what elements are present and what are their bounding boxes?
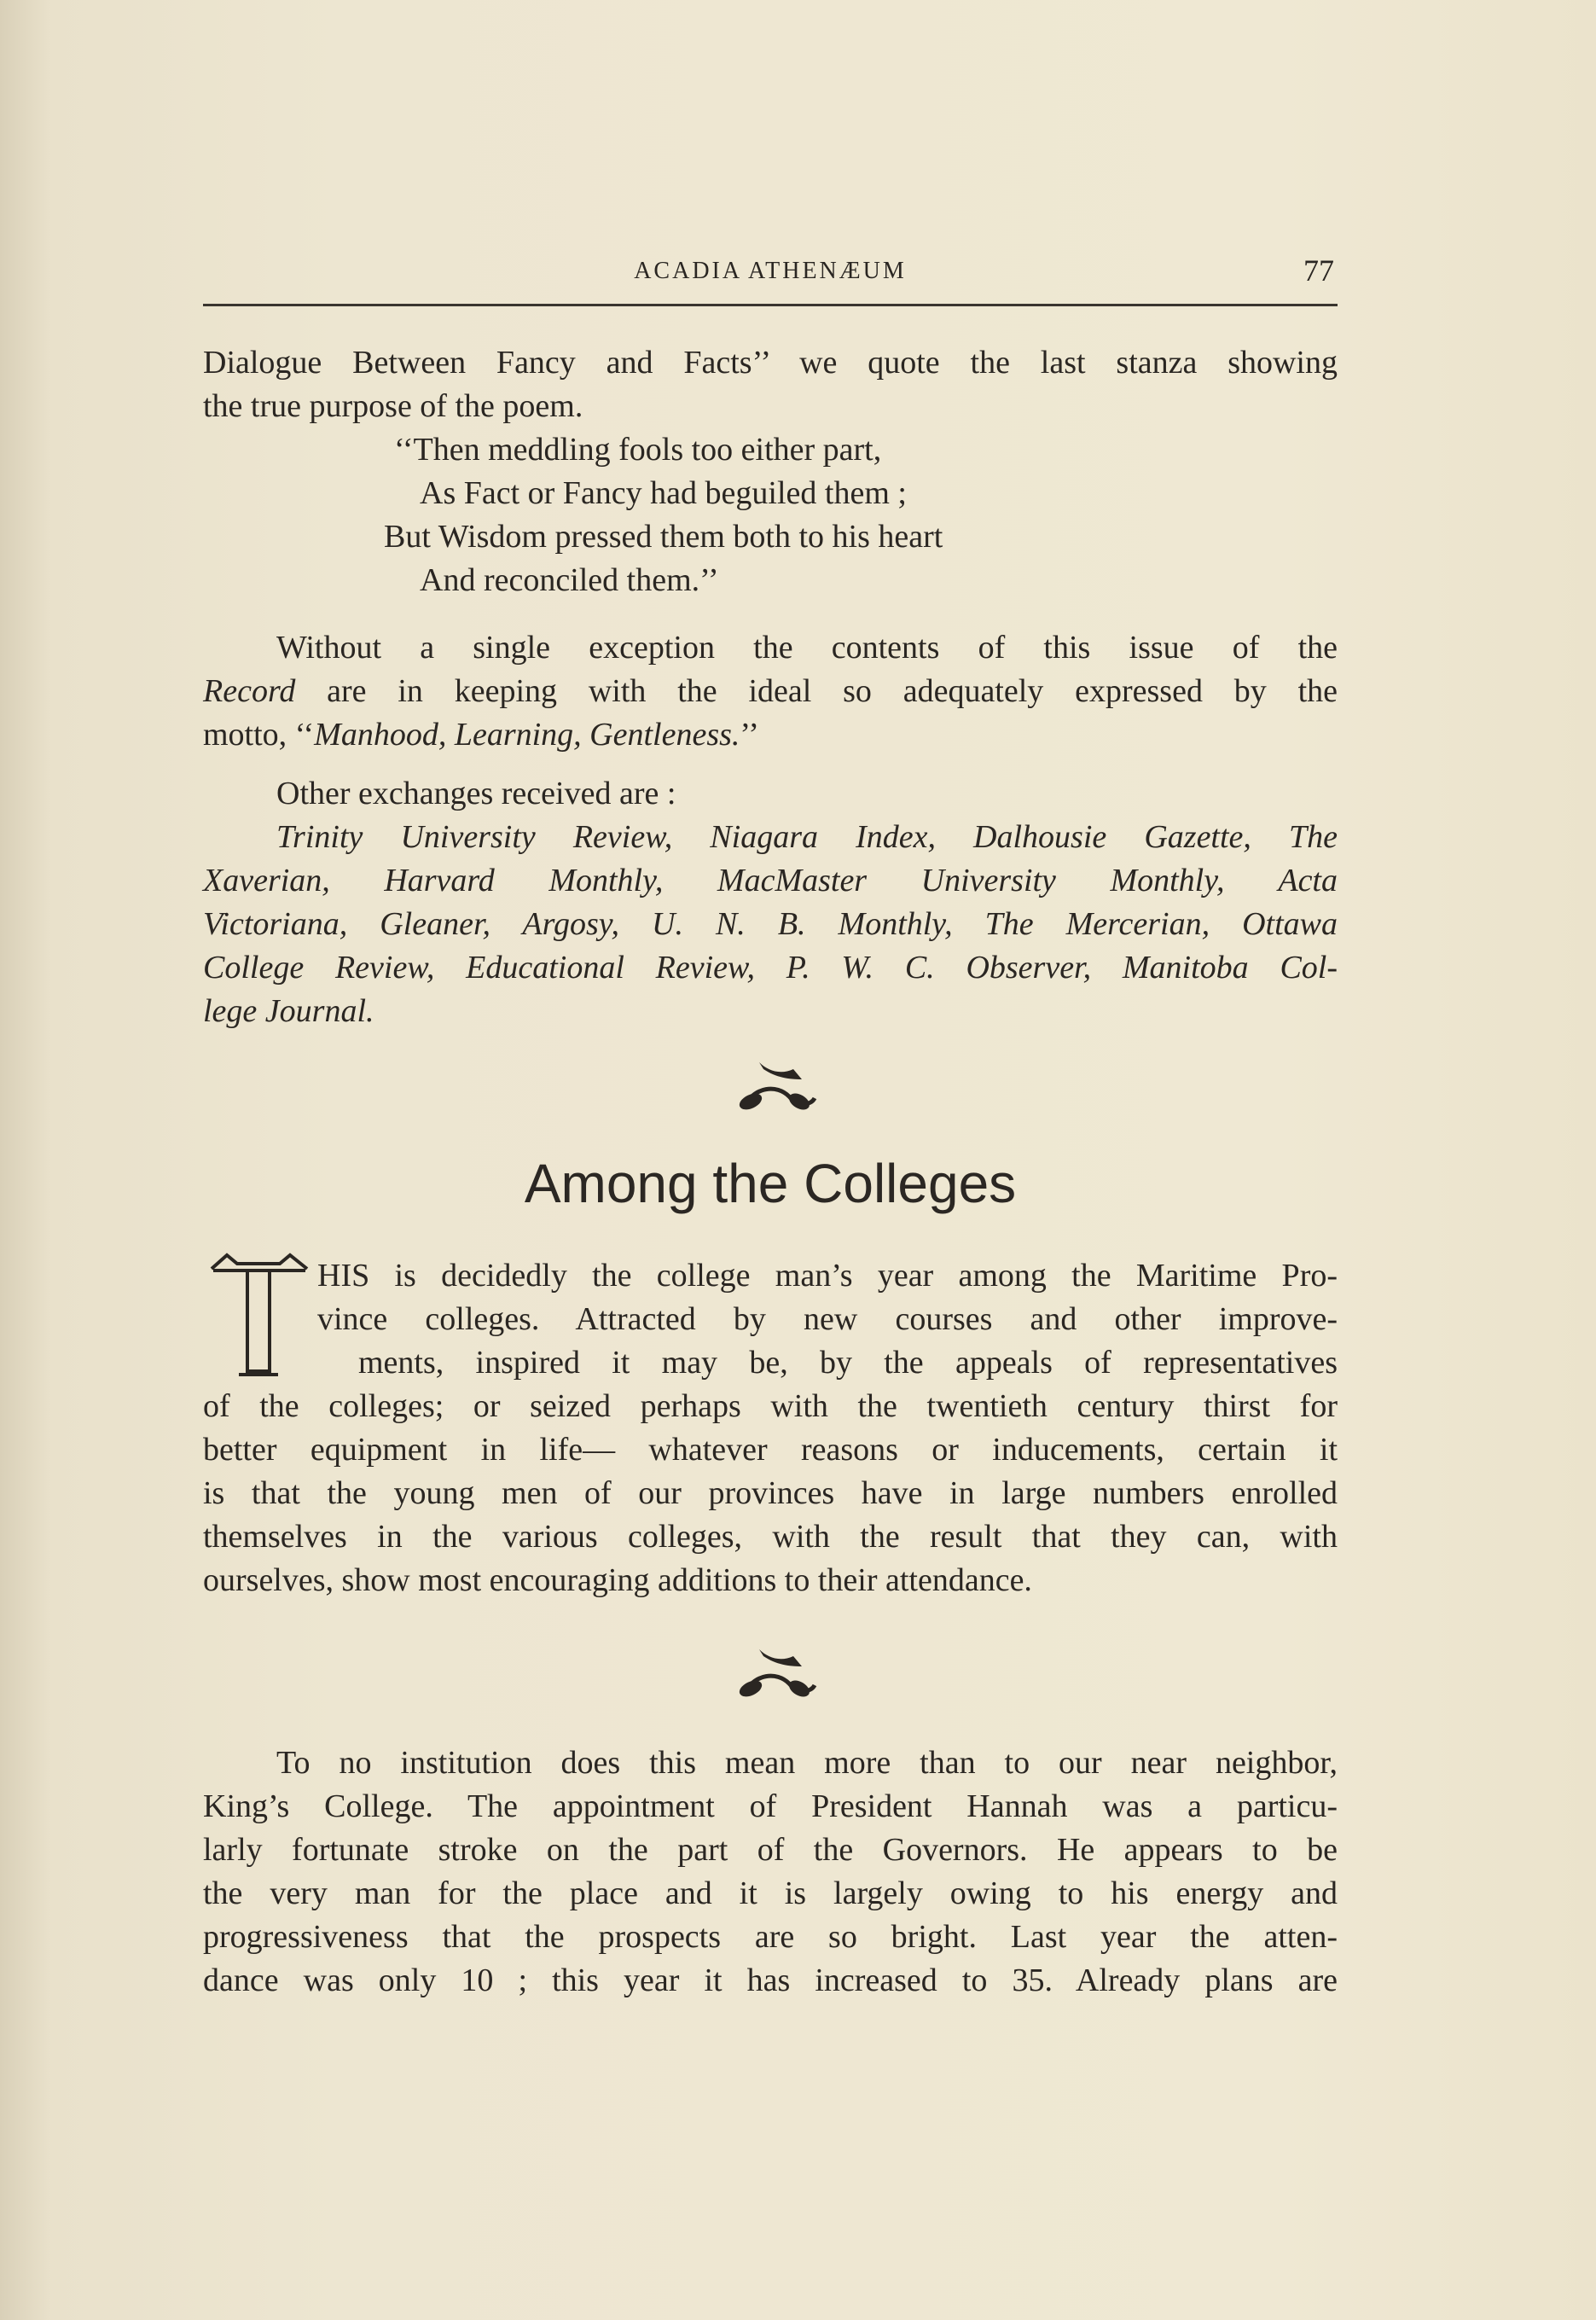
section-paragraph xyxy=(203,1385,1338,1602)
verse-stanza xyxy=(384,428,943,602)
text-line: Xaverian, Harvard Monthly, MacMaster University Monthly, Acta xyxy=(203,863,1338,898)
text-line: lege Journal. xyxy=(203,993,374,1029)
text-line: HIS is decidedly the college man’s year among the Maritime Pro- xyxy=(317,1258,1338,1294)
text-line: the true purpose of the poem. xyxy=(203,388,583,424)
running-head: ACADIA ATHENÆUM xyxy=(634,258,907,284)
exchanges-heading: Other exchanges received are : xyxy=(276,776,676,811)
floral-ornament-icon xyxy=(729,1054,823,1113)
intro-paragraph xyxy=(203,341,1338,428)
verse-line: But Wisdom pressed them both to his heart xyxy=(384,519,943,555)
record-paragraph xyxy=(203,626,1338,757)
text-line: Trinity University Review, Niagara Index, Dalhousie Gazette, The xyxy=(276,819,1338,855)
italic-title: Record xyxy=(203,673,296,709)
text-line: the very man for the place and it is largely owing to his energy and xyxy=(203,1875,1338,1911)
section-title: Among the Colleges xyxy=(524,1153,1017,1214)
italic-motto: Manhood, Learning, Gentleness. xyxy=(314,717,740,753)
dropcap-paragraph-start xyxy=(317,1254,1338,1385)
page-header xyxy=(203,253,1338,306)
text-line: of the colleges; or seized perhaps with the twentieth century thirst for xyxy=(203,1388,1338,1424)
verse-line: ‘‘Then meddling fools too either part, xyxy=(394,432,882,468)
floral-ornament-icon xyxy=(729,1641,823,1701)
text-line: Without a single exception the contents of this issue of the xyxy=(276,630,1338,666)
decorative-dropcap-icon xyxy=(203,1250,314,1382)
text-line: dance was only 10 ; this year it has increased to 35. Already plans are xyxy=(203,1962,1338,1998)
exchanges-paragraph xyxy=(203,772,1338,1033)
text-line: King’s College. The appointment of President Hannah was a particu- xyxy=(203,1788,1338,1824)
text-line: progressiveness that the prospects are so bright. Last year the atten- xyxy=(203,1919,1338,1955)
text-line: Record are in keeping with the ideal so adequately expressed by the xyxy=(203,673,1338,709)
text-line: Victoriana, Gleaner, Argosy, U. N. B. Monthly, The Mercerian, Ottawa xyxy=(203,906,1338,942)
page-number: 77 xyxy=(1303,253,1334,288)
text-line: ments, inspired it may be, by the appeals of representatives xyxy=(358,1345,1338,1381)
text-line: themselves in the various colleges, with the result that they can, with xyxy=(203,1519,1338,1555)
text-line: better equipment in life— whatever reasons or inducements, certain it xyxy=(203,1432,1338,1468)
kings-college-paragraph xyxy=(203,1741,1338,2003)
text-line: To no institution does this mean more than to our near neighbor, xyxy=(276,1745,1338,1781)
verse-line: As Fact or Fancy had beguiled them ; xyxy=(420,475,907,511)
verse-line: And reconciled them.’’ xyxy=(420,562,719,598)
text-line: Dialogue Between Fancy and Facts’’ we quote the last stanza showing xyxy=(203,345,1338,381)
text-line: larly fortunate stroke on the part of the Governors. He appears to be xyxy=(203,1832,1338,1868)
text-line: College Review, Educational Review, P. W. C. Observer, Manitoba Col- xyxy=(203,950,1338,986)
text-line: motto, ‘‘Manhood, Learning, Gentleness.’’ xyxy=(203,717,759,753)
text-line: vince colleges. Attracted by new courses and other improve- xyxy=(317,1301,1338,1337)
text-line: ourselves, show most encouraging additions to their attendance. xyxy=(203,1562,1032,1598)
text-line: is that the young men of our provinces have in large numbers enrolled xyxy=(203,1475,1338,1511)
